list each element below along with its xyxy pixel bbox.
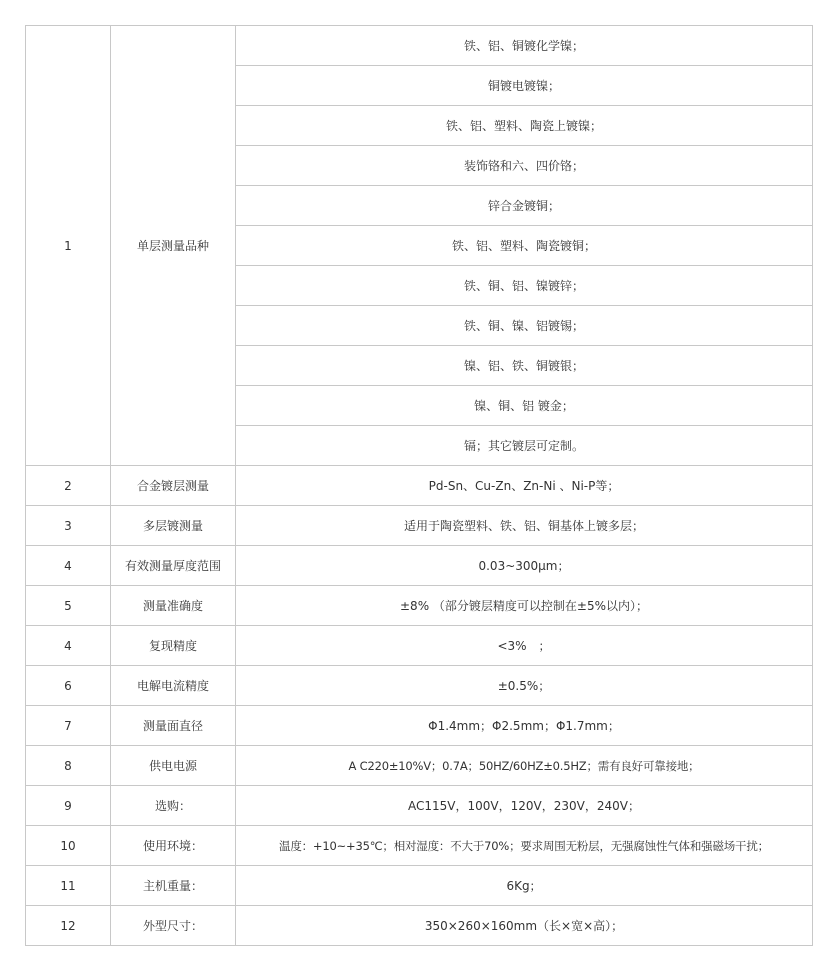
row-number: 5 — [26, 586, 111, 626]
spec-value: 350×260×160mm（长×宽×高）； — [236, 906, 813, 946]
spec-value: 铁、铜、铝、镍镀锌； — [236, 266, 813, 306]
row-number: 6 — [26, 666, 111, 706]
spec-name: 外型尺寸： — [111, 906, 236, 946]
table-row — [26, 826, 813, 866]
spec-name: 有效测量厚度范围 — [111, 546, 236, 586]
spec-value: 镍、铝、铁、铜镀银； — [236, 346, 813, 386]
table-row — [26, 546, 813, 586]
spec-name: 复现精度 — [111, 626, 236, 666]
table-row — [26, 626, 813, 666]
spec-name: 电解电流精度 — [111, 666, 236, 706]
spec-value: 铁、铝、铜镀化学镍； — [236, 26, 813, 66]
row-number: 4 — [26, 546, 111, 586]
spec-value: 镍、铜、铝 镀金； — [236, 386, 813, 426]
row-number: 4 — [26, 626, 111, 666]
table-row — [26, 586, 813, 626]
row-number: 7 — [26, 706, 111, 746]
row-number: 1 — [26, 26, 111, 466]
spec-name: 供电电源 — [111, 746, 236, 786]
spec-value: Pd-Sn、Cu-Zn、Zn-Ni 、Ni-P等； — [236, 466, 813, 506]
spec-value: 装饰铬和六、四价铬； — [236, 146, 813, 186]
row-number: 11 — [26, 866, 111, 906]
row-number: 12 — [26, 906, 111, 946]
spec-name: 测量面直径 — [111, 706, 236, 746]
spec-value: Φ1.4mm；Φ2.5mm；Φ1.7mm； — [236, 706, 813, 746]
table-row — [26, 26, 813, 66]
spec-value: 适用于陶瓷塑料、铁、铝、铜基体上镀多层； — [236, 506, 813, 546]
spec-name: 主机重量： — [111, 866, 236, 906]
spec-value: 温度：+10~+35℃；相对湿度：不大于70%；要求周围无粉层，无强腐蚀性气体和强磁场干扰； — [236, 826, 813, 866]
spec-value: ±8% （部分镀层精度可以控制在±5%以内）； — [236, 586, 813, 626]
spec-value: 铜镀电镀镍； — [236, 66, 813, 106]
spec-table — [25, 25, 813, 946]
table-row — [26, 906, 813, 946]
spec-value: 铁、铜、镍、铝镀锡； — [236, 306, 813, 346]
spec-value: ±0.5%； — [236, 666, 813, 706]
spec-value: 镉；其它镀层可定制。 — [236, 426, 813, 466]
row-number: 3 — [26, 506, 111, 546]
row-number: 10 — [26, 826, 111, 866]
table-row — [26, 746, 813, 786]
spec-value: 锌合金镀铜； — [236, 186, 813, 226]
row-number: 8 — [26, 746, 111, 786]
spec-value: 6Kg； — [236, 866, 813, 906]
spec-value: <3% ； — [236, 626, 813, 666]
spec-name: 单层测量品种 — [111, 26, 236, 466]
table-row — [26, 866, 813, 906]
spec-value: A C220±10%V；0.7A；50HZ/60HZ±0.5HZ；需有良好可靠接地； — [236, 746, 813, 786]
spec-value: 铁、铝、塑料、陶瓷镀铜； — [236, 226, 813, 266]
table-row — [26, 706, 813, 746]
spec-name: 合金镀层测量 — [111, 466, 236, 506]
table-row — [26, 786, 813, 826]
spec-name: 选购： — [111, 786, 236, 826]
spec-name: 多层镀测量 — [111, 506, 236, 546]
row-number: 2 — [26, 466, 111, 506]
spec-name: 使用环境： — [111, 826, 236, 866]
spec-value: AC115V，100V，120V，230V，240V； — [236, 786, 813, 826]
row-number: 9 — [26, 786, 111, 826]
spec-table-body — [26, 26, 813, 946]
spec-name: 测量准确度 — [111, 586, 236, 626]
spec-value: 0.03~300μm； — [236, 546, 813, 586]
table-row — [26, 666, 813, 706]
table-row — [26, 466, 813, 506]
table-row — [26, 506, 813, 546]
spec-value: 铁、铝、塑料、陶瓷上镀镍； — [236, 106, 813, 146]
